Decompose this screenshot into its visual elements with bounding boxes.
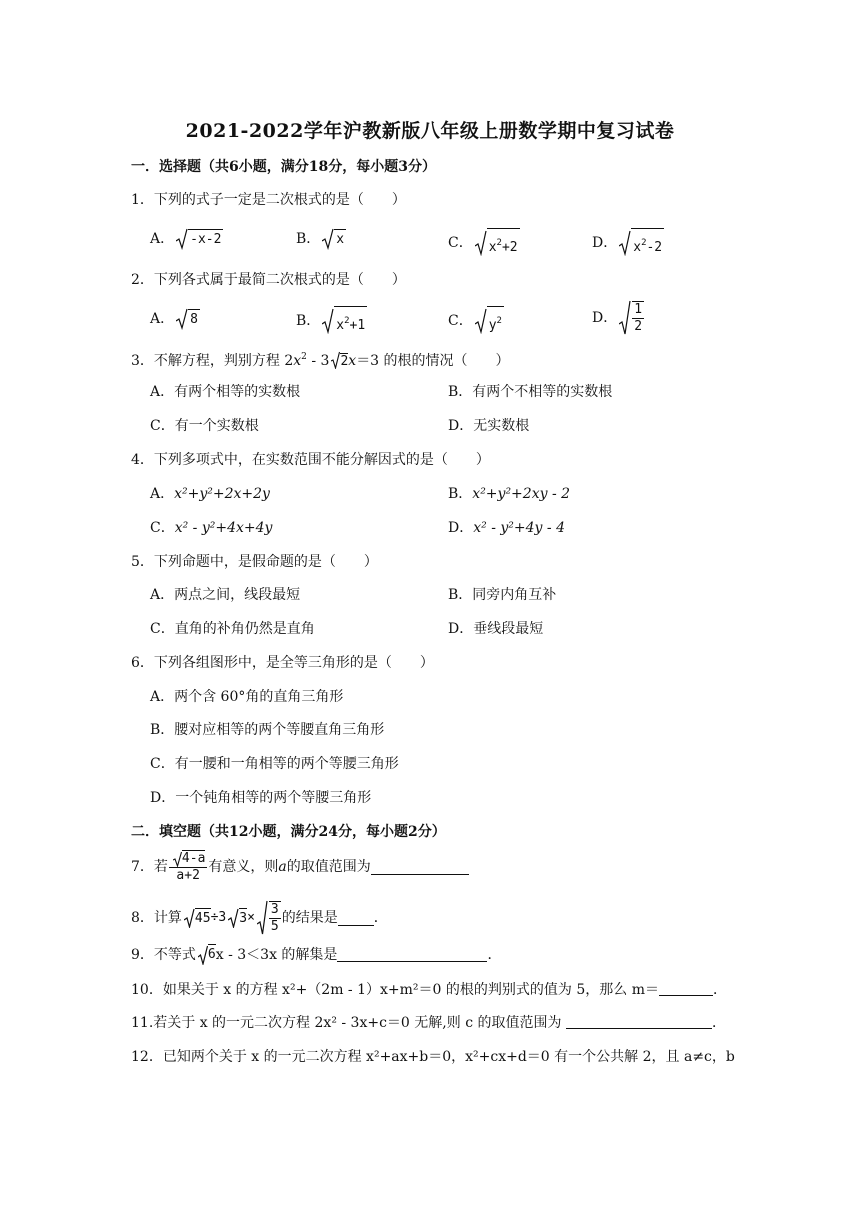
q5-option-c: C．直角的补角仍然是直角: [150, 621, 315, 637]
q2-option-d: D． $\frac{1}{2}$: [592, 302, 643, 334]
question-9: 9．不等式 6 x - 3＜3x 的解集是 ．: [131, 944, 501, 965]
question-3-stem: 3．不解方程，判别方程 $2x^2 - 3$ 2x＝3 的根的情况（ ）: [131, 352, 510, 369]
question-2-stem: 2．下列各式属于最简二次根式的是（ ）: [131, 272, 406, 288]
q7-answer-blank[interactable]: [371, 860, 469, 875]
q4-option-c: C．x² - y²+4x+4y: [150, 520, 273, 536]
q6-option-c: C．有一腰和一角相等的两个等腰三角形: [150, 756, 399, 772]
question-6-stem: 6．下列各组图形中，是全等三角形的是（ ）: [131, 655, 434, 671]
question-4-stem: 4．下列多项式中，在实数范围不能分解因式的是（ ）: [131, 452, 490, 468]
q3-option-a: A．有两个相等的实数根: [150, 384, 301, 400]
section-header-choice: 一．选择题（共6小题，满分18分，每小题3分）: [131, 159, 436, 175]
sqrt-icon: [198, 945, 208, 965]
question-8: 8．计算 45 ÷3 3 × $\frac{3}{5}$ 的结果是 ．: [131, 902, 388, 934]
q3-option-d: D．无实数根: [448, 418, 530, 434]
section-header-fill: 二．填空题（共12小题，满分24分，每小题2分）: [131, 824, 446, 840]
q2-option-c: C． $y^2$: [448, 306, 504, 336]
q4-option-a: A．x²+y²+2x+2y: [150, 486, 270, 502]
q5-option-b: B．同旁内角互补: [448, 587, 557, 603]
sqrt-icon: [619, 230, 631, 256]
question-5-stem: 5．下列命题中，是假命题的是（ ）: [131, 554, 378, 570]
q10-answer-blank[interactable]: [659, 981, 713, 996]
q3-option-b: B．有两个不相等的实数根: [448, 384, 613, 400]
sqrt-icon: [322, 228, 334, 250]
page-title: 2021-2022学年沪教新版八年级上册数学期中复习试卷: [185, 120, 675, 142]
q11-answer-blank[interactable]: [566, 1014, 712, 1029]
sqrt-icon: [228, 908, 239, 928]
q3-option-c: C．有一个实数根: [150, 418, 259, 434]
question-10: 10．如果关于 x 的方程 x²+（2m - 1）x+m²＝0 的根的判别式的值为 5，那么 m＝ ．: [131, 982, 727, 998]
q1-option-a: A． -x-2: [150, 228, 223, 250]
q4-option-b: B．x²+y²+2xy - 2: [448, 486, 571, 502]
question-7: 7．若 $\frac{4-a}{a+2}$ 有意义，则 a 的取值范围为: [131, 850, 469, 884]
sqrt-icon: [475, 230, 487, 256]
q5-option-a: A．两点之间，线段最短: [150, 587, 301, 603]
sqrt-icon: [184, 908, 195, 928]
q1-option-d: D． $x^2-2$: [592, 228, 664, 258]
question-11: 11.若关于 x 的一元二次方程 2x² - 3x+c＝0 无解,则 c 的取值范围为 ．: [131, 1015, 726, 1031]
question-12: 12．已知两个关于 x 的一元二次方程 x²+ax+b＝0，x²+cx+d＝0 有一个公共解 2，且 a≠c，b: [131, 1049, 735, 1065]
q4-option-d: D．x² - y²+4y - 4: [448, 520, 565, 536]
q1-option-b: B． x: [296, 228, 346, 250]
q6-option-a: A．两个含 60°角的直角三角形: [150, 689, 344, 705]
q2-option-b: B． $x^2+1$: [296, 306, 367, 336]
sqrt-icon: [257, 900, 268, 936]
question-1-stem: 1．下列的式子一定是二次根式的是（ ）: [131, 192, 406, 208]
sqrt-icon: [176, 308, 188, 330]
sqrt-icon: [475, 308, 487, 334]
q5-option-d: D．垂线段最短: [448, 621, 544, 637]
q2-option-a: A． 8: [150, 308, 200, 330]
sqrt-icon: [176, 228, 188, 250]
q1-option-c: C． $x^2+2$: [448, 228, 520, 258]
q7-fraction: $\frac{4-a}{a+2}$: [169, 850, 207, 884]
q9-answer-blank[interactable]: [337, 947, 487, 962]
sqrt-icon: [322, 308, 334, 334]
sqrt-icon: [173, 851, 182, 867]
sqrt-icon: [619, 300, 631, 336]
q8-answer-blank[interactable]: [338, 911, 374, 926]
q6-option-b: B．腰对应相等的两个等腰直角三角形: [150, 722, 385, 738]
q6-option-d: D．一个钝角相等的两个等腰三角形: [150, 790, 372, 806]
